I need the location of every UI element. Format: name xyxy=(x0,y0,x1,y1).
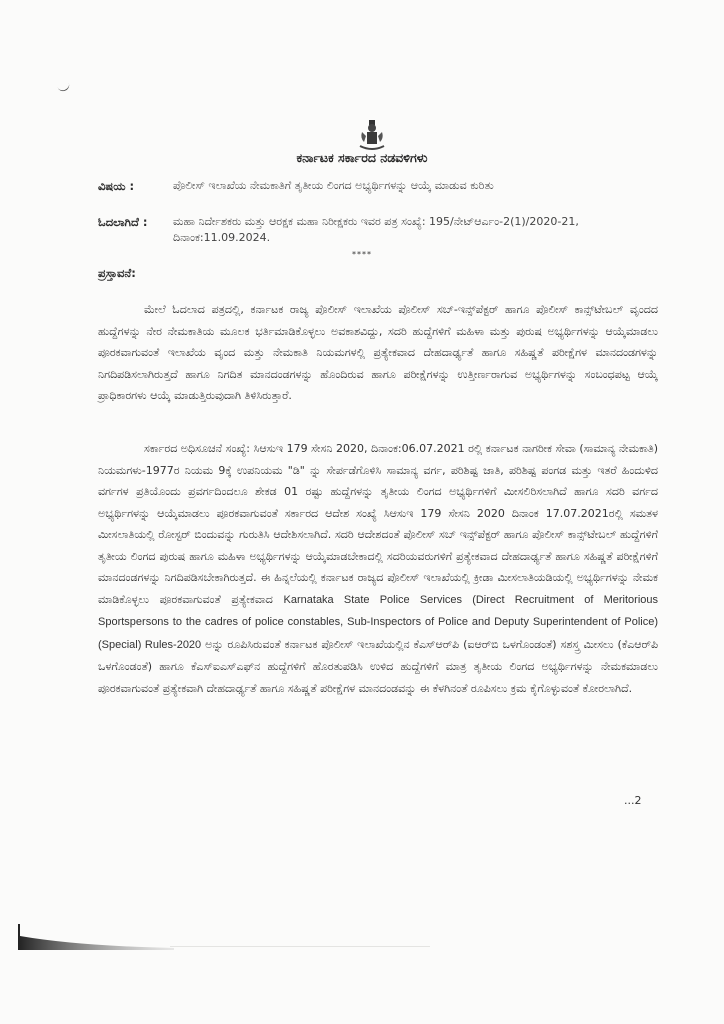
subject-row xyxy=(98,178,658,194)
scan-edge-shadow xyxy=(18,924,174,954)
paragraph-1: ಮೇಲೆ ಓದಲಾದ ಪತ್ರದಲ್ಲಿ, ಕರ್ನಾಟಕ ರಾಜ್ಯ ಪೊಲೀಸ್ ಇಲಾಖೆಯ ಪೊಲೀಸ್ ಸಬ್-ಇನ್ಸ್‌ಪೆಕ್ಟರ್ ಹಾಗೂ ಪೊಲೀಸ್ ಕಾನ್ಸ್‌ಟೇಬಲ್ ವೃಂದದ ಹುದ್ದೆಗಳನ್ನು ನೇರ ನೇಮಕಾತಿಯ ಮೂಲಕ ಭರ್ತಿಮಾಡಿಕೊಳ್ಳಲು ಅವಕಾಶವಿದ್ದು, ಸದರಿ ಹುದ್ದೆಗಳಿಗೆ ಮಹಿಳಾ ಮತ್ತು ಪುರುಷ ಅಭ್ಯರ್ಥಿಗಳನ್ನು ಆಯ್ಕೆಮಾಡಲು ಪೂರಕವಾಗುವಂತೆ ಇಲಾಖೆಯ ವೃಂದ ಮತ್ತು ನೇಮಕಾತಿ ನಿಯಮಗಳಲ್ಲಿ ಪ್ರತ್ಯೇಕವಾದ ದೇಹದಾರ್ಢ್ಯತೆ ಹಾಗೂ ಸಹಿಷ್ಣತೆ ಪರೀಕ್ಷೆಗಳ ಮಾನದಂಡಗಳನ್ನು ನಿಗದಿಪಡಿಸಲಾಗಿರುತ್ತದೆ ಹಾಗೂ ನಿಗದಿತ ಮಾನದಂಡಗಳನ್ನು ಹೊಂದಿರುವ ಹಾಗೂ ಪರೀಕ್ಷೆಗಳನ್ನು ಉತ್ತೀರ್ಣರಾಗುವ ಅಭ್ಯರ್ಥಿಗಳನ್ನು ಸಂಬಂಧಪಟ್ಟ ಆಯ್ಕೆ ಪ್ರಾಧಿಕಾರಗಳು ಆಯ್ಕೆ ಮಾಡುತ್ತಿರುವುದಾಗಿ ತಿಳಿಸಿರುತ್ತಾರೆ. xyxy=(98,303,658,402)
continued-page-marker: ...2 xyxy=(624,794,642,807)
paragraph-2-part-1: ಸರ್ಕಾರದ ಅಧಿಸೂಚನೆ ಸಂಖ್ಯೆ: ಸಿಆಸುಇ 179 ಸೇಸನಿ 2020, ದಿನಾಂಕ:06.07.2021 ರಲ್ಲಿ ಕರ್ನಾಟಕ ನಾಗರೀಕ ಸೇವಾ (ಸಾಮಾನ್ಯ ನೇಮಕಾತಿ) ನಿಯಮಗಳು-1977ರ ನಿಯಮ 9ಕ್ಕೆ ಉಪನಿಯಮ "ಡಿ" ನ್ನು ಸೇರ್ಪಡೆಗೊಳಿಸಿ ಸಾಮಾನ್ಯ ವರ್ಗ, ಪರಿಶಿಷ್ಟ ಜಾತಿ, ಪರಿಶಿಷ್ಟ ಪಂಗಡ ಮತ್ತು ಇತರೆ ಹಿಂದುಳಿದ ವರ್ಗಗಳ ಪ್ರತಿಯೊಂದು ಪ್ರವರ್ಗದಿಂದಲೂ ಶೇಕಡ 01 ರಷ್ಟು ಹುದ್ದೆಗಳನ್ನು ತೃತೀಯ ಲಿಂಗದ ಅಭ್ಯರ್ಥಿಗಳಿಗೆ ಮೀಸಲಿರಿಸಲಾಗಿದೆ ಹಾಗೂ ಸದರಿ ವರ್ಗದ ಅಭ್ಯರ್ಥಿಗಳನ್ನು ಆಯ್ಕೆಮಾಡಲು ಪೂರಕವಾಗುವಂತೆ ಸರ್ಕಾರದ ಆದೇಶ ಸಂಖ್ಯೆ ಸಿಆಸುಇ 179 ಸೇಸನಿ 2020 ದಿನಾಂಕ 17.07.2021ರಲ್ಲಿ ಸಮತಳ ಮೀಸಲಾತಿಯಲ್ಲಿ ರೋಸ್ಟರ್ ಬಿಂದುವನ್ನು ಗುರುತಿಸಿ ಆದೇಶಿಸಲಾಗಿದೆ. ಸದರಿ ಆದೇಶದಂತೆ ಪೊಲೀಸ್ ಸಬ್ ಇನ್ಸ್‌ಪೆಕ್ಟರ್ ಹಾಗೂ ಪೊಲೀಸ್ ಕಾನ್ಸ್‌ಟೇಬಲ್ ಹುದ್ದೆಗಳಿಗೆ ತೃತೀಯ ಲಿಂಗದ ಪುರುಷ ಹಾಗೂ ಮಹಿಳಾ ಅಭ್ಯರ್ಥಿಗಳನ್ನು ಆಯ್ಕೆಮಾಡಬೇಕಾದಲ್ಲಿ ಸದರಿಯವರುಗಳಿಗೆ ಪ್ರತ್ಯೇಕವಾದ ದೇಹದಾರ್ಢ್ಯತೆ ಹಾಗೂ ಸಹಿಷ್ಣತೆ ಪರೀಕ್ಷೆಗಳಿಗೆ ಮಾನದಂಡಗಳನ್ನು ನಿಗದಿಪಡಿಸಬೇಕಾಗಿರುತ್ತದೆ. ಈ ಹಿನ್ನಲೆಯಲ್ಲಿ ಕರ್ನಾಟಕ ರಾಜ್ಯದ ಪೊಲೀಸ್ ಇಲಾಖೆಯಲ್ಲಿ ಕ್ರೀಡಾ ಮೀಸಲಾತಿಯಡಿಯಲ್ಲಿ ಅಭ್ಯರ್ಥಿಗಳನ್ನು ನೇಮಕ ಮಾಡಿಕೊಳ್ಳಲು ಪೂರಕವಾಗುವಂತೆ ಪ್ರತ್ಯೇಕವಾದ xyxy=(98,442,658,606)
reference-row xyxy=(98,214,658,246)
pen-mark xyxy=(57,82,71,93)
reference-label: ಓದಲಾಗಿದೆ : xyxy=(98,215,148,229)
paragraph-2 xyxy=(98,438,658,699)
preamble-title: ಪ್ರಸ್ತಾವನೆ: xyxy=(98,266,136,280)
karnataka-emblem-icon xyxy=(356,118,388,152)
subject-label: ವಿಷಯ : xyxy=(98,179,135,193)
subject-text: ಪೊಲೀಸ್ ಇಲಾಖೆಯ ನೇಮಕಾತಿಗೆ ತೃತೀಯ ಲಿಂಗದ ಅಭ್ಯರ್ಥಿಗಳನ್ನು ಆಯ್ಕೆ ಮಾಡುವ ಕುರಿತು xyxy=(173,179,494,192)
rules-title-english: Karnataka State Police Services (Direct Recruitment of Meritorious Sportspersons to the cadres of police constables, Sub-Inspectors of Police and Deputy Superintendent of Police) (Special) Rules-2020 xyxy=(98,593,658,651)
paragraph-2-part-2: ಅನ್ನು ರೂಪಿಸಿರುವಂತೆ ಕರ್ನಾಟಕ ಪೊಲೀಸ್ ಇಲಾಖೆಯಲ್ಲಿನ ಕೆಎಸ್ಆರ್‌ಪಿ (ಐಆರ್‌ಬಿ ಒಳಗೊಂಡಂತೆ) ಸಶಸ್ತ್ರ ಮೀಸಲು (ಕೆಎಆರ್‌ಪಿ ಒಳಗೊಂಡಂತೆ) ಹಾಗೂ ಕೆಎಸ್ಐಎಸ್ಎಫ್‌ನ ಹುದ್ದೆಗಳಿಗೆ ಹೊರತುಪಡಿಸಿ ಉಳಿದ ಹುದ್ದೆಗಳಿಗೆ ಮಾತ್ರ ತೃತೀಯ ಲಿಂಗದ ಅಭ್ಯರ್ಥಿಗಳನ್ನು ನೇಮಕಮಾಡಲು ಪೂರಕವಾಗುವಂತೆ ಪ್ರತ್ಯೇಕವಾಗಿ ದೇಹದಾರ್ಢ್ಯತೆ ಹಾಗೂ ಸಹಿಷ್ಣತೆ ಪರೀಕ್ಷೆಗಳ ಮಾನದಂಡವನ್ನು ಈ ಕೆಳಗಿನಂತೆ ರೂಪಿಸಲು ಕ್ರಮ ಕೈಗೊಳ್ಳುವಂತೆ ಕೋರಲಾಗಿದೆ. xyxy=(98,637,658,695)
separator-stars: **** xyxy=(352,250,372,259)
document-heading: ಕರ್ನಾಟಕ ಸರ್ಕಾರದ ನಡವಳಿಗಳು xyxy=(296,150,428,165)
faint-scan-line xyxy=(170,946,430,947)
reference-text: ಮಹಾ ನಿರ್ದೇಶಕರು ಮತ್ತು ಆರಕ್ಷಕ ಮಹಾ ನಿರೀಕ್ಷಕರು ಇವರ ಪತ್ರ ಸಂಖ್ಯೆ: 195/ನೇಟ್ಆರ್ಎಂ-2(1)/2020-21, ದಿನಾಂಕ:11.09.2024. xyxy=(173,215,579,244)
